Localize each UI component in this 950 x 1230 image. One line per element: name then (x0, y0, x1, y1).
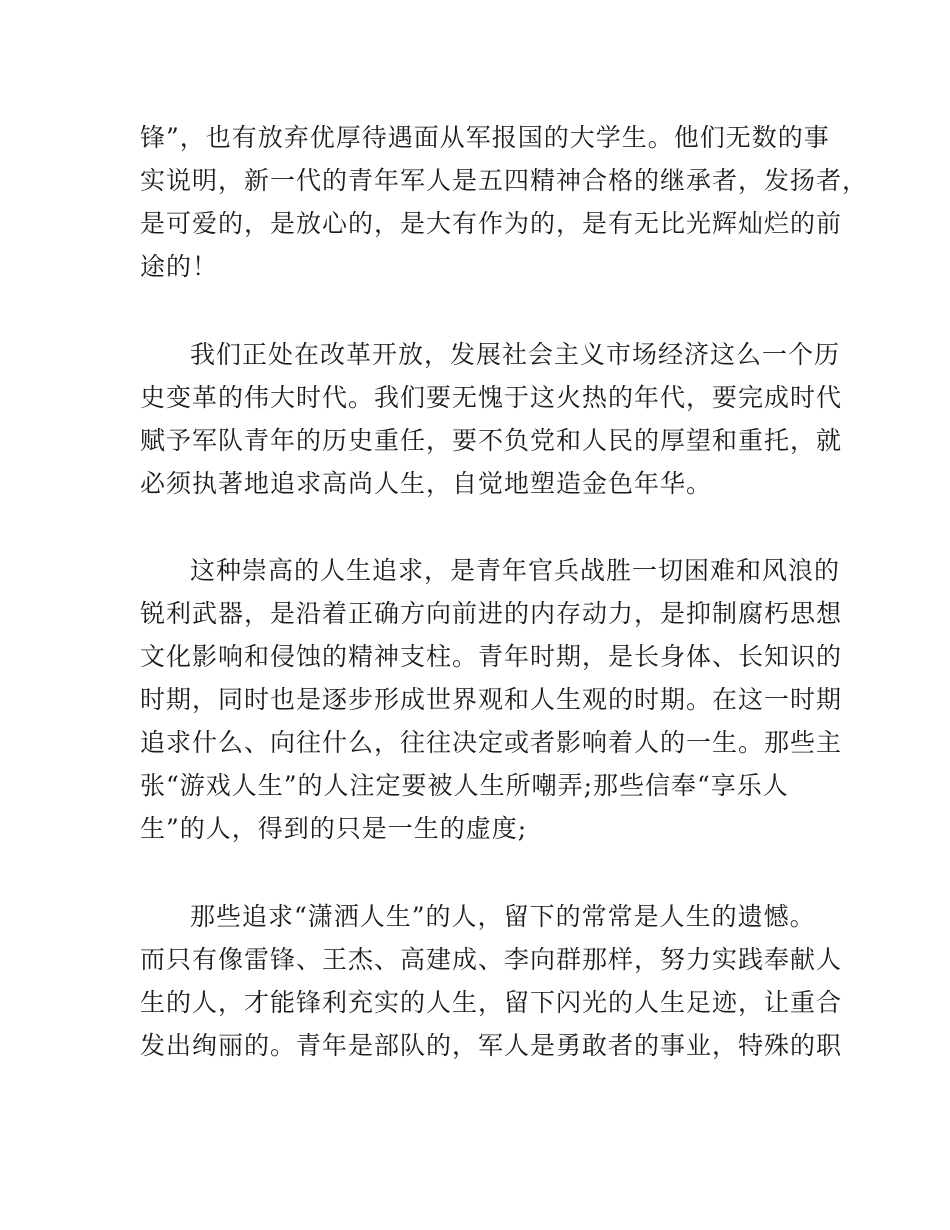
paragraph-3 (140, 549, 843, 850)
paragraph-line: 锐利武器，是沿着正确方向前进的内存动力，是抑制腐朽思想 (140, 599, 843, 628)
paragraph-line: 文化影响和侵蚀的精神支柱。青年时期，是长身体、长知识的 (140, 642, 843, 671)
paragraph-2 (140, 333, 843, 505)
paragraph-1 (140, 116, 869, 288)
paragraph-line: 途的！ (140, 252, 219, 281)
paragraph-line: 生的人，才能锋利充实的人生，留下闪光的人生足迹，让重合 (140, 988, 843, 1017)
paragraph-line: 必须执著地追求高尚人生，自觉地塑造金色年华。 (140, 469, 713, 498)
paragraph-line: 追求什么、向往什么，往往决定或者影响着人的一生。那些主 (140, 728, 843, 757)
paragraph-4 (140, 895, 843, 1067)
paragraph-line: 锋”，也有放弃优厚待遇面从军报国的大学生。他们无数的事 (140, 123, 830, 152)
paragraph-line: 生”的人，得到的只是一生的虚度; (140, 814, 528, 843)
paragraph-line: 发出绚丽的。青年是部队的，军人是勇敢者的事业，特殊的职 (140, 1031, 843, 1060)
paragraph-line: 而只有像雷锋、王杰、高建成、李向群那样，努力实践奉献人 (140, 945, 843, 974)
paragraph-line: 张“游戏人生”的人注定要被人生所嘲弄;那些信奉“享乐人 (140, 771, 789, 800)
paragraph-line: 我们正处在改革开放，发展社会主义市场经济这么一个历 (190, 340, 841, 369)
paragraph-line: 时期，同时也是逐步形成世界观和人生观的时期。在这一时期 (140, 685, 843, 714)
paragraph-line: 那些追求“潇洒人生”的人，留下的常常是人生的遗憾。 (190, 902, 816, 931)
paragraph-line: 是可爱的，是放心的，是大有作为的，是有无比光辉灿烂的前 (140, 209, 843, 238)
paragraph-line: 史变革的伟大时代。我们要无愧于这火热的年代，要完成时代 (140, 383, 843, 412)
paragraph-line: 这种崇高的人生追求，是青年官兵战胜一切困难和风浪的 (190, 556, 841, 585)
paragraph-line: 赋予军队青年的历史重任，要不负党和人民的厚望和重托，就 (140, 426, 843, 455)
paragraph-line: 实说明，新一代的青年军人是五四精神合格的继承者，发扬者， (140, 166, 869, 195)
